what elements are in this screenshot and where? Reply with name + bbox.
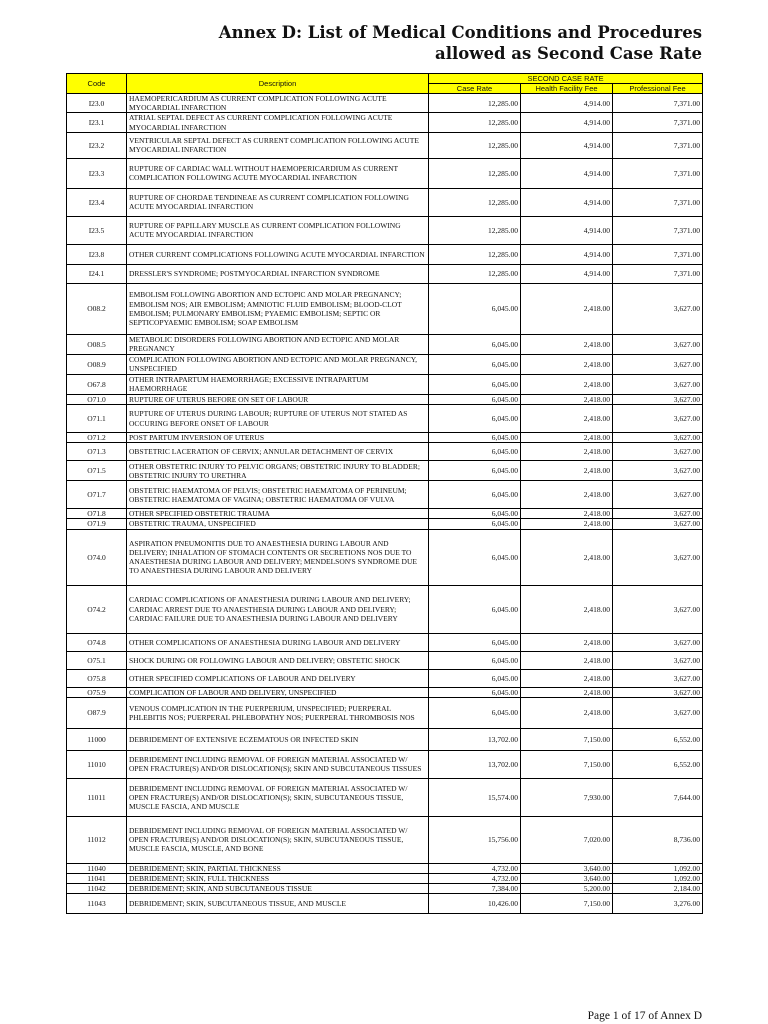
health-facility-fee-cell: 4,914.00 bbox=[521, 113, 613, 132]
health-facility-fee-cell: 2,418.00 bbox=[521, 394, 613, 404]
case-rate-cell: 13,702.00 bbox=[429, 728, 521, 750]
professional-fee-cell: 6,552.00 bbox=[613, 750, 703, 778]
description-cell: DEBRIDEMENT; SKIN, FULL THICKNESS bbox=[127, 874, 429, 884]
code-cell: I24.1 bbox=[67, 264, 127, 283]
professional-fee-cell: 3,627.00 bbox=[613, 519, 703, 529]
health-facility-fee-cell: 2,418.00 bbox=[521, 697, 613, 728]
table-row bbox=[67, 188, 703, 216]
professional-fee-cell: 7,371.00 bbox=[613, 264, 703, 283]
professional-fee-cell: 2,184.00 bbox=[613, 884, 703, 894]
table-row bbox=[67, 481, 703, 509]
case-rate-cell: 12,285.00 bbox=[429, 188, 521, 216]
description-cell: VENOUS COMPLICATION IN THE PUERPERIUM, UNSPECIFIED; PUERPERAL PHLEBITIS NOS; PUERPERAL PHLEBOPATHY NOS; PUERPERAL THROMBOSIS NOS bbox=[127, 697, 429, 728]
professional-fee-cell: 3,627.00 bbox=[613, 529, 703, 585]
code-cell: O08.5 bbox=[67, 334, 127, 354]
code-cell: O67.8 bbox=[67, 374, 127, 394]
case-rate-cell: 6,045.00 bbox=[429, 334, 521, 354]
description-cell: DEBRIDEMENT; SKIN, AND SUBCUTANEOUS TISSUE bbox=[127, 884, 429, 894]
description-cell: OBSTETRIC TRAUMA, UNSPECIFIED bbox=[127, 519, 429, 529]
health-facility-fee-cell: 4,914.00 bbox=[521, 264, 613, 283]
description-cell: DRESSLER'S SYNDROME; POSTMYOCARDIAL INFARCTION SYNDROME bbox=[127, 264, 429, 283]
professional-fee-cell: 3,627.00 bbox=[613, 374, 703, 394]
table-row bbox=[67, 750, 703, 778]
description-cell: ASPIRATION PNEUMONITIS DUE TO ANAESTHESIA DURING LABOUR AND DELIVERY; INHALATION OF STOMACH CONTENTS OR SECRETIONS NOS DUE TO ANAESTHESIA DURING LABOUR AND DELIVERY; MENDELSON'S SYNDROME DUE TO ANAESTHESIA DURING LABOUR AND DELIVERY bbox=[127, 529, 429, 585]
case-rate-cell: 6,045.00 bbox=[429, 461, 521, 481]
description-cell: COMPLICATION FOLLOWING ABORTION AND ECTOPIC AND MOLAR PREGNANCY, UNSPECIFIED bbox=[127, 354, 429, 374]
case-rate-cell: 6,045.00 bbox=[429, 651, 521, 669]
code-cell: 11012 bbox=[67, 816, 127, 863]
health-facility-fee-cell: 7,150.00 bbox=[521, 750, 613, 778]
health-facility-fee-cell: 4,914.00 bbox=[521, 244, 613, 264]
description-cell: OTHER OBSTETRIC INJURY TO PELVIC ORGANS; OBSTETRIC INJURY TO BLADDER; OBSTETRIC INJURY TO URETHRA bbox=[127, 461, 429, 481]
code-cell: 11040 bbox=[67, 863, 127, 873]
case-rate-cell: 10,426.00 bbox=[429, 894, 521, 914]
table-row bbox=[67, 633, 703, 651]
health-facility-fee-cell: 2,418.00 bbox=[521, 687, 613, 697]
health-facility-fee-cell: 2,418.00 bbox=[521, 374, 613, 394]
professional-fee-cell: 3,627.00 bbox=[613, 481, 703, 509]
description-cell: COMPLICATION OF LABOUR AND DELIVERY, UNSPECIFIED bbox=[127, 687, 429, 697]
case-rate-cell: 12,285.00 bbox=[429, 158, 521, 188]
case-rate-cell: 12,285.00 bbox=[429, 244, 521, 264]
code-cell: O71.7 bbox=[67, 481, 127, 509]
code-cell: I23.3 bbox=[67, 158, 127, 188]
description-cell: CARDIAC COMPLICATIONS OF ANAESTHESIA DURING LABOUR AND DELIVERY; CARDIAC ARREST DUE TO ANAESTHESIA DURING LABOUR AND DELIVERY; CARDIAC FAILURE DUE TO ANAESTHESIA DURING LABOUR AND DELIVERY bbox=[127, 585, 429, 633]
code-cell: 11041 bbox=[67, 874, 127, 884]
table-row bbox=[67, 264, 703, 283]
case-rate-cell: 6,045.00 bbox=[429, 585, 521, 633]
code-cell: O71.8 bbox=[67, 509, 127, 519]
table-row bbox=[67, 334, 703, 354]
health-facility-fee-cell: 4,914.00 bbox=[521, 216, 613, 244]
professional-fee-cell: 7,371.00 bbox=[613, 132, 703, 158]
case-rate-cell: 6,045.00 bbox=[429, 405, 521, 433]
header-code: Code bbox=[67, 74, 127, 94]
health-facility-fee-cell: 4,914.00 bbox=[521, 132, 613, 158]
table-row bbox=[67, 433, 703, 443]
description-cell: OBSTETRIC LACERATION OF CERVIX; ANNULAR DETACHMENT OF CERVIX bbox=[127, 443, 429, 461]
table-row bbox=[67, 863, 703, 873]
case-rate-cell: 6,045.00 bbox=[429, 354, 521, 374]
case-rate-cell: 6,045.00 bbox=[429, 633, 521, 651]
code-cell: I23.4 bbox=[67, 188, 127, 216]
description-cell: DEBRIDEMENT OF EXTENSIVE ECZEMATOUS OR INFECTED SKIN bbox=[127, 728, 429, 750]
health-facility-fee-cell: 2,418.00 bbox=[521, 651, 613, 669]
description-cell: RUPTURE OF UTERUS BEFORE ON SET OF LABOUR bbox=[127, 394, 429, 404]
professional-fee-cell: 3,627.00 bbox=[613, 433, 703, 443]
description-cell: METABOLIC DISORDERS FOLLOWING ABORTION AND ECTOPIC AND MOLAR PREGNANCY bbox=[127, 334, 429, 354]
header-second-case-rate: SECOND CASE RATE bbox=[429, 74, 703, 84]
table-row bbox=[67, 874, 703, 884]
case-rate-cell: 12,285.00 bbox=[429, 216, 521, 244]
table-row bbox=[67, 244, 703, 264]
case-rate-cell: 6,045.00 bbox=[429, 509, 521, 519]
professional-fee-cell: 7,371.00 bbox=[613, 188, 703, 216]
professional-fee-cell: 3,627.00 bbox=[613, 283, 703, 334]
table-row bbox=[67, 374, 703, 394]
health-facility-fee-cell: 3,640.00 bbox=[521, 863, 613, 873]
description-cell: POST PARTUM INVERSION OF UTERUS bbox=[127, 433, 429, 443]
table-row bbox=[67, 894, 703, 914]
title-line-2: allowed as Second Case Rate bbox=[435, 44, 702, 63]
health-facility-fee-cell: 2,418.00 bbox=[521, 461, 613, 481]
code-cell: 11043 bbox=[67, 894, 127, 914]
case-rate-cell: 15,756.00 bbox=[429, 816, 521, 863]
professional-fee-cell: 7,371.00 bbox=[613, 216, 703, 244]
table-row bbox=[67, 113, 703, 132]
case-rate-cell: 12,285.00 bbox=[429, 264, 521, 283]
description-cell: DEBRIDEMENT INCLUDING REMOVAL OF FOREIGN MATERIAL ASSOCIATED W/ OPEN FRACTURE(S) AND/OR DISLOCATION(S); SKIN, SUBCUTANEOUS TISSUE, MUSCLE FASCIA, AND MUSCLE bbox=[127, 778, 429, 816]
table-row bbox=[67, 728, 703, 750]
table-row bbox=[67, 443, 703, 461]
description-cell: OTHER COMPLICATIONS OF ANAESTHESIA DURING LABOUR AND DELIVERY bbox=[127, 633, 429, 651]
professional-fee-cell: 7,644.00 bbox=[613, 778, 703, 816]
table-row bbox=[67, 283, 703, 334]
health-facility-fee-cell: 7,020.00 bbox=[521, 816, 613, 863]
code-cell: O71.0 bbox=[67, 394, 127, 404]
case-rate-cell: 6,045.00 bbox=[429, 283, 521, 334]
health-facility-fee-cell: 7,150.00 bbox=[521, 728, 613, 750]
professional-fee-cell: 6,552.00 bbox=[613, 728, 703, 750]
health-facility-fee-cell: 2,418.00 bbox=[521, 443, 613, 461]
health-facility-fee-cell: 2,418.00 bbox=[521, 334, 613, 354]
header-health-facility-fee: Health Facility Fee bbox=[521, 84, 613, 94]
health-facility-fee-cell: 2,418.00 bbox=[521, 481, 613, 509]
table-row bbox=[67, 697, 703, 728]
description-cell: HAEMOPERICARDIUM AS CURRENT COMPLICATION FOLLOWING ACUTE MYOCARDIAL INFARCTION bbox=[127, 94, 429, 113]
professional-fee-cell: 7,371.00 bbox=[613, 158, 703, 188]
code-cell: 11042 bbox=[67, 884, 127, 894]
professional-fee-cell: 3,627.00 bbox=[613, 633, 703, 651]
professional-fee-cell: 3,627.00 bbox=[613, 394, 703, 404]
health-facility-fee-cell: 7,930.00 bbox=[521, 778, 613, 816]
case-rate-cell: 6,045.00 bbox=[429, 529, 521, 585]
page-title bbox=[0, 22, 702, 64]
health-facility-fee-cell: 2,418.00 bbox=[521, 585, 613, 633]
table-row bbox=[67, 651, 703, 669]
health-facility-fee-cell: 2,418.00 bbox=[521, 633, 613, 651]
description-cell: SHOCK DURING OR FOLLOWING LABOUR AND DELIVERY; OBSTETIC SHOCK bbox=[127, 651, 429, 669]
code-cell: O71.9 bbox=[67, 519, 127, 529]
code-cell: O75.9 bbox=[67, 687, 127, 697]
code-cell: 11000 bbox=[67, 728, 127, 750]
professional-fee-cell: 3,627.00 bbox=[613, 669, 703, 687]
header-description: Description bbox=[127, 74, 429, 94]
title-line-1: Annex D: List of Medical Conditions and Procedures bbox=[218, 23, 702, 42]
description-cell: DEBRIDEMENT; SKIN, PARTIAL THICKNESS bbox=[127, 863, 429, 873]
description-cell: RUPTURE OF CARDIAC WALL WITHOUT HAEMOPERICARDIUM AS CURRENT COMPLICATION FOLLOWING ACUTE MYOCARDIAL INFARCTION bbox=[127, 158, 429, 188]
header-case-rate: Case Rate bbox=[429, 84, 521, 94]
case-rate-cell: 6,045.00 bbox=[429, 374, 521, 394]
case-rate-cell: 6,045.00 bbox=[429, 697, 521, 728]
professional-fee-cell: 3,627.00 bbox=[613, 443, 703, 461]
code-cell: O75.8 bbox=[67, 669, 127, 687]
table-header bbox=[67, 74, 703, 94]
page-footer: Page 1 of 17 of Annex D bbox=[587, 1010, 702, 1022]
code-cell: I23.0 bbox=[67, 94, 127, 113]
health-facility-fee-cell: 2,418.00 bbox=[521, 519, 613, 529]
health-facility-fee-cell: 7,150.00 bbox=[521, 894, 613, 914]
description-cell: RUPTURE OF UTERUS DURING LABOUR; RUPTURE OF UTERUS NOT STATED AS OCCURING BEFORE ONSET OF LABOUR bbox=[127, 405, 429, 433]
health-facility-fee-cell: 2,418.00 bbox=[521, 283, 613, 334]
code-cell: O71.5 bbox=[67, 461, 127, 481]
professional-fee-cell: 3,627.00 bbox=[613, 651, 703, 669]
health-facility-fee-cell: 2,418.00 bbox=[521, 529, 613, 585]
professional-fee-cell: 8,736.00 bbox=[613, 816, 703, 863]
table-row bbox=[67, 216, 703, 244]
case-rate-cell: 6,045.00 bbox=[429, 481, 521, 509]
header-professional-fee: Professional Fee bbox=[613, 84, 703, 94]
code-cell: I23.8 bbox=[67, 244, 127, 264]
table-row bbox=[67, 884, 703, 894]
code-cell: 11011 bbox=[67, 778, 127, 816]
case-rate-cell: 6,045.00 bbox=[429, 669, 521, 687]
case-rate-cell: 4,732.00 bbox=[429, 874, 521, 884]
description-cell: OTHER INTRAPARTUM HAEMORRHAGE; EXCESSIVE INTRAPARTUM HAEMORRHAGE bbox=[127, 374, 429, 394]
code-cell: O08.2 bbox=[67, 283, 127, 334]
case-rate-cell: 7,384.00 bbox=[429, 884, 521, 894]
professional-fee-cell: 3,627.00 bbox=[613, 405, 703, 433]
table-row bbox=[67, 394, 703, 404]
health-facility-fee-cell: 2,418.00 bbox=[521, 509, 613, 519]
conditions-table bbox=[66, 73, 703, 914]
description-cell: RUPTURE OF CHORDAE TENDINEAE AS CURRENT COMPLICATION FOLLOWING ACUTE MYOCARDIAL INFARCTION bbox=[127, 188, 429, 216]
table-row bbox=[67, 816, 703, 863]
professional-fee-cell: 1,092.00 bbox=[613, 863, 703, 873]
health-facility-fee-cell: 4,914.00 bbox=[521, 94, 613, 113]
description-cell: OTHER SPECIFIED OBSTETRIC TRAUMA bbox=[127, 509, 429, 519]
health-facility-fee-cell: 3,640.00 bbox=[521, 874, 613, 884]
professional-fee-cell: 3,627.00 bbox=[613, 687, 703, 697]
case-rate-cell: 12,285.00 bbox=[429, 94, 521, 113]
table-row bbox=[67, 687, 703, 697]
description-cell: OTHER SPECIFIED COMPLICATIONS OF LABOUR AND DELIVERY bbox=[127, 669, 429, 687]
case-rate-cell: 13,702.00 bbox=[429, 750, 521, 778]
case-rate-cell: 6,045.00 bbox=[429, 519, 521, 529]
description-cell: DEBRIDEMENT INCLUDING REMOVAL OF FOREIGN MATERIAL ASSOCIATED W/ OPEN FRACTURE(S) AND/OR DISLOCATION(S); SKIN, SUBCUTANEOUS TISSUE, MUSCLE FASCIA, MUSCLE, AND BONE bbox=[127, 816, 429, 863]
code-cell: O74.2 bbox=[67, 585, 127, 633]
description-cell: DEBRIDEMENT INCLUDING REMOVAL OF FOREIGN MATERIAL ASSOCIATED W/ OPEN FRACTURE(S) AND/OR DISLOCATION(S); SKIN AND SUBCUTANEOUS TISSUES bbox=[127, 750, 429, 778]
case-rate-cell: 12,285.00 bbox=[429, 113, 521, 132]
code-cell: 11010 bbox=[67, 750, 127, 778]
code-cell: O71.1 bbox=[67, 405, 127, 433]
table-row bbox=[67, 94, 703, 113]
professional-fee-cell: 7,371.00 bbox=[613, 244, 703, 264]
health-facility-fee-cell: 2,418.00 bbox=[521, 354, 613, 374]
health-facility-fee-cell: 2,418.00 bbox=[521, 405, 613, 433]
health-facility-fee-cell: 2,418.00 bbox=[521, 669, 613, 687]
table-row bbox=[67, 519, 703, 529]
table-row bbox=[67, 405, 703, 433]
professional-fee-cell: 3,627.00 bbox=[613, 354, 703, 374]
health-facility-fee-cell: 2,418.00 bbox=[521, 433, 613, 443]
health-facility-fee-cell: 4,914.00 bbox=[521, 188, 613, 216]
case-rate-cell: 15,574.00 bbox=[429, 778, 521, 816]
description-cell: DEBRIDEMENT; SKIN, SUBCUTANEOUS TISSUE, AND MUSCLE bbox=[127, 894, 429, 914]
code-cell: O75.1 bbox=[67, 651, 127, 669]
professional-fee-cell: 7,371.00 bbox=[613, 94, 703, 113]
table-row bbox=[67, 158, 703, 188]
table-row bbox=[67, 354, 703, 374]
case-rate-cell: 6,045.00 bbox=[429, 394, 521, 404]
case-rate-cell: 4,732.00 bbox=[429, 863, 521, 873]
description-cell: RUPTURE OF PAPILLARY MUSCLE AS CURRENT COMPLICATION FOLLOWING ACUTE MYOCARDIAL INFARCTION bbox=[127, 216, 429, 244]
table-row bbox=[67, 509, 703, 519]
description-cell: OBSTETRIC HAEMATOMA OF PELVIS; OBSTETRIC HAEMATOMA OF PERINEUM; OBSTETRIC HAEMATOMA OF VAGINA; OBSTETRIC HAEMATOMA OF VULVA bbox=[127, 481, 429, 509]
professional-fee-cell: 3,627.00 bbox=[613, 585, 703, 633]
table-row bbox=[67, 778, 703, 816]
code-cell: O71.2 bbox=[67, 433, 127, 443]
professional-fee-cell: 3,276.00 bbox=[613, 894, 703, 914]
code-cell: I23.5 bbox=[67, 216, 127, 244]
code-cell: O74.8 bbox=[67, 633, 127, 651]
code-cell: O71.3 bbox=[67, 443, 127, 461]
professional-fee-cell: 3,627.00 bbox=[613, 461, 703, 481]
health-facility-fee-cell: 5,200.00 bbox=[521, 884, 613, 894]
table-row bbox=[67, 669, 703, 687]
table-row bbox=[67, 585, 703, 633]
case-rate-cell: 6,045.00 bbox=[429, 687, 521, 697]
description-cell: EMBOLISM FOLLOWING ABORTION AND ECTOPIC AND MOLAR PREGNANCY; EMBOLISM NOS; AIR EMBOLISM; AMNIOTIC FLUID EMBOLISM; BLOOD-CLOT EMBOLISM; PULMONARY EMBOLISM; PYAEMIC EMBOLISM; SEPTIC OR SEPTICOPYAEMIC EMBOLISM; SOAP EMBOLISM bbox=[127, 283, 429, 334]
code-cell: O87.9 bbox=[67, 697, 127, 728]
code-cell: I23.1 bbox=[67, 113, 127, 132]
description-cell: VENTRICULAR SEPTAL DEFECT AS CURRENT COMPLICATION FOLLOWING ACUTE MYOCARDIAL INFARCTION bbox=[127, 132, 429, 158]
case-rate-cell: 6,045.00 bbox=[429, 433, 521, 443]
table-body bbox=[67, 94, 703, 914]
case-rate-cell: 6,045.00 bbox=[429, 443, 521, 461]
code-cell: O08.9 bbox=[67, 354, 127, 374]
table-row bbox=[67, 529, 703, 585]
description-cell: ATRIAL SEPTAL DEFECT AS CURRENT COMPLICATION FOLLOWING ACUTE MYOCARDIAL INFARCTION bbox=[127, 113, 429, 132]
description-cell: OTHER CURRENT COMPLICATIONS FOLLOWING ACUTE MYOCARDIAL INFARCTION bbox=[127, 244, 429, 264]
professional-fee-cell: 3,627.00 bbox=[613, 697, 703, 728]
professional-fee-cell: 3,627.00 bbox=[613, 334, 703, 354]
table-row bbox=[67, 461, 703, 481]
code-cell: O74.0 bbox=[67, 529, 127, 585]
code-cell: I23.2 bbox=[67, 132, 127, 158]
professional-fee-cell: 1,092.00 bbox=[613, 874, 703, 884]
professional-fee-cell: 7,371.00 bbox=[613, 113, 703, 132]
professional-fee-cell: 3,627.00 bbox=[613, 509, 703, 519]
health-facility-fee-cell: 4,914.00 bbox=[521, 158, 613, 188]
case-rate-cell: 12,285.00 bbox=[429, 132, 521, 158]
table-row bbox=[67, 132, 703, 158]
